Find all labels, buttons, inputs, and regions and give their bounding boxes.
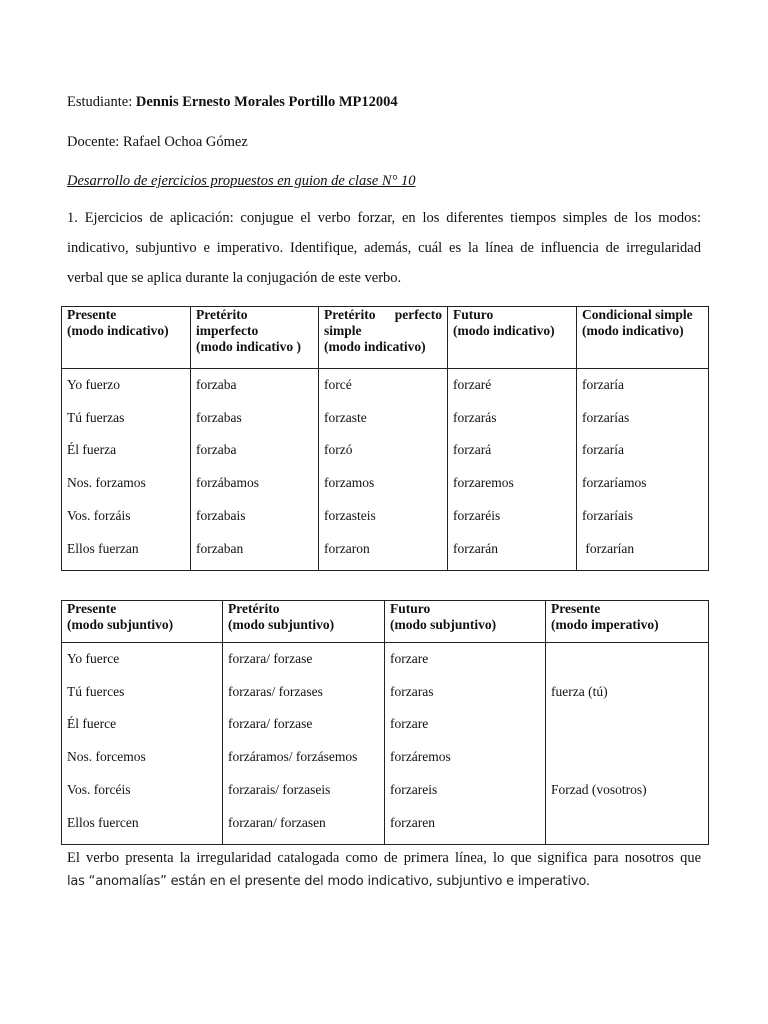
header-presente-imperativo: Presente (modo imperativo) [546, 601, 709, 643]
conclusion-paragraph [67, 846, 701, 894]
conclusion-line-2: las “anomalías” están en el presente del modo indicativo, subjuntivo e imperativo. [67, 874, 590, 889]
header-preterito-subjuntivo: Pretérito (modo subjuntivo) [223, 601, 385, 643]
header-futuro-indicativo: Futuro (modo indicativo) [448, 307, 577, 369]
teacher-line: Docente: Rafael Ochoa Gómez [67, 134, 248, 150]
column-presente-subjuntivo: Yo fuerce Tú fuerces Él fuerce Nos. forcemos Vos. forcéis Ellos fuercen [62, 643, 223, 845]
header-preterito-perfecto-simple: Pretérito perfecto simple (modo indicativo) [319, 307, 448, 369]
header-presente-indicativo: Presente (modo indicativo) [62, 307, 191, 369]
column-futuro-subjuntivo: forzare forzaras forzare forzáremos forzareis forzaren [385, 643, 546, 845]
header-presente-subjuntivo: Presente (modo subjuntivo) [62, 601, 223, 643]
instructions-line-3: verbal que se aplica durante la conjugación de este verbo. [67, 270, 402, 286]
header-preterito-imperfecto: Pretérito imperfecto (modo indicativo ) [191, 307, 319, 369]
instructions-line-2: indicativo, subjuntivo e imperativo. Identifique, además, cuál es la línea de influencia de irregularidad [67, 240, 701, 256]
column-preterito-imperfecto: forzaba forzabas forzaba forzábamos forzabais forzaban [191, 369, 319, 571]
column-condicional-simple: forzaría forzarías forzaría forzaríamos forzaríais forzarían [577, 369, 709, 571]
indicative-conjugation-table [61, 306, 709, 571]
student-line [67, 94, 398, 111]
column-preterito-subjuntivo: forzara/ forzase forzaras/ forzases forzara/ forzase forzáramos/ forzásemos forzarais/ forzaseis forzaran/ forzasen [223, 643, 385, 845]
instructions-paragraph [67, 203, 701, 293]
column-presente-indicativo: Yo fuerzo Tú fuerzas Él fuerza Nos. forzamos Vos. forzáis Ellos fuerzan [62, 369, 191, 571]
header-condicional-simple: Condicional simple (modo indicativo) [577, 307, 709, 369]
column-preterito-perfecto-simple: forcé forzaste forzó forzamos forzasteis forzaron [319, 369, 448, 571]
table-row [62, 643, 709, 845]
column-presente-imperativo: fuerza (tú) Forzad (vosotros) [546, 643, 709, 845]
header-futuro-subjuntivo: Futuro (modo subjuntivo) [385, 601, 546, 643]
subjunctive-imperative-table [61, 600, 709, 845]
student-name: Dennis Ernesto Morales Portillo MP12004 [135, 94, 398, 110]
table-header-row [62, 601, 709, 643]
student-label: Estudiante: [67, 94, 136, 110]
column-futuro-indicativo: forzaré forzarás forzará forzaremos forzaréis forzarán [448, 369, 577, 571]
conclusion-line-1: El verbo presenta la irregularidad catalogada como de primera línea, lo que significa para nosotros que [67, 850, 701, 866]
table-row [62, 369, 709, 571]
table-header-row [62, 307, 709, 369]
instructions-line-1: 1. Ejercicios de aplicación: conjugue el verbo forzar, en los diferentes tiempos simples de los modos: [67, 210, 701, 226]
document-subtitle: Desarrollo de ejercicios propuestos en guion de clase N° 10 [67, 173, 416, 189]
